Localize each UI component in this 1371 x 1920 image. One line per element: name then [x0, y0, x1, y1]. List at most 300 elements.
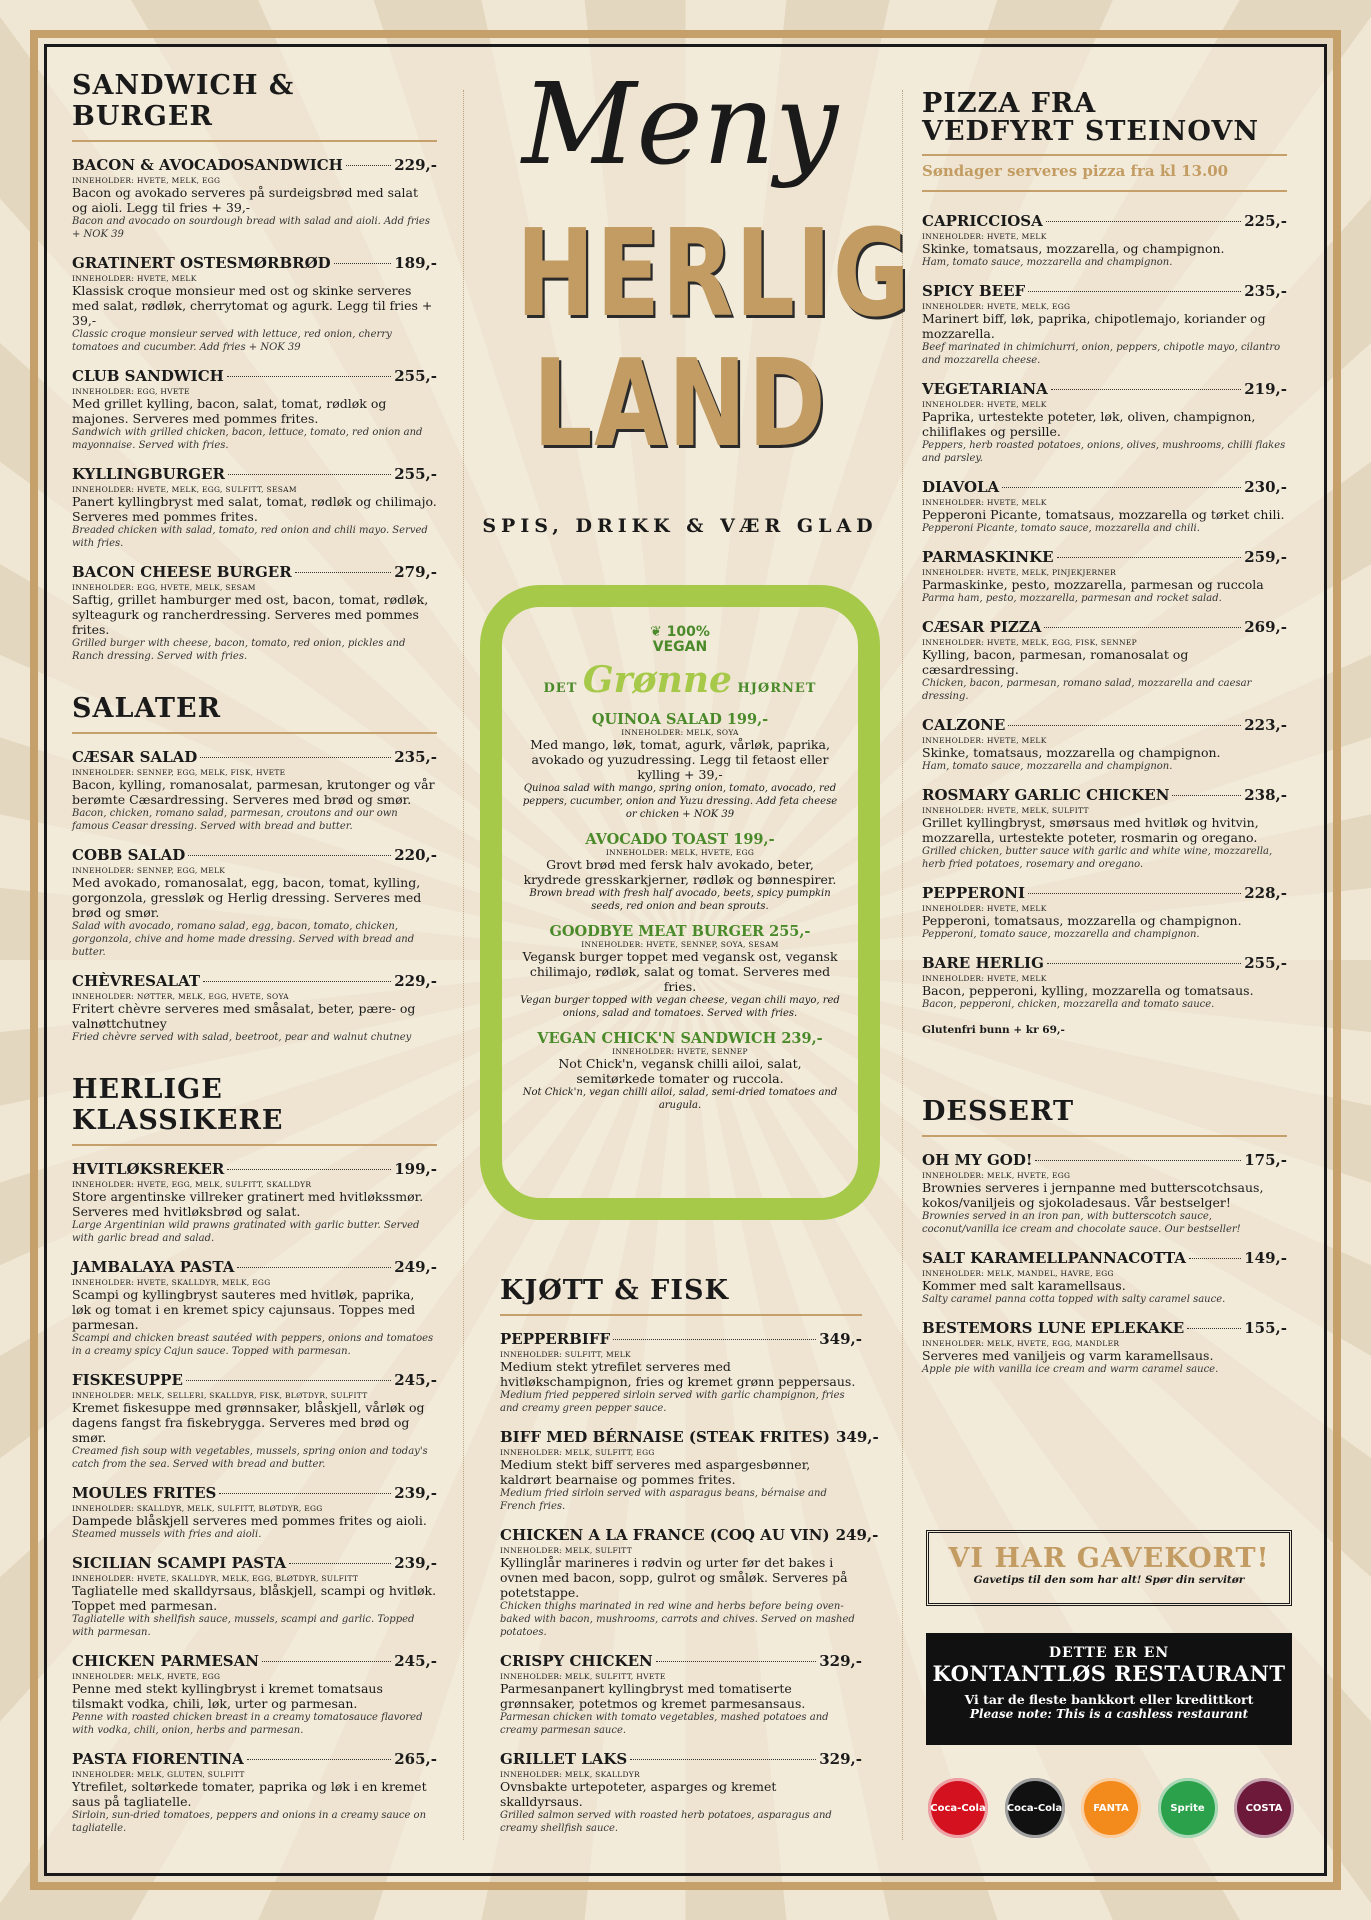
item-header [72, 846, 437, 864]
dot-leader [1028, 893, 1241, 894]
brand-logo: FANTA [1081, 1778, 1141, 1838]
item-price: 230,- [1244, 478, 1287, 496]
item-allergens: INNEHOLDER: SENNEP, EGG, MELK [72, 866, 226, 875]
item-name: CLUB SANDWICH [72, 367, 224, 385]
item-allergens: INNEHOLDER: HVETE, MELK, EGG [72, 176, 221, 185]
item-description-en: Pepperoni Picante, tomato sauce, mozzarella and chili. [922, 523, 1200, 534]
item-description-en: Apple pie with vanilla ice cream and warm caramel sauce. [922, 1364, 1219, 1375]
item-header [922, 716, 1287, 734]
item-name: OH MY GOD! [922, 1151, 1033, 1169]
dot-leader [289, 1563, 391, 1564]
item-name: ROSMARY GARLIC CHICKEN [922, 786, 1170, 804]
item-price: 239,- [394, 1484, 437, 1502]
item-allergens: INNEHOLDER: MELK, SELLERI, SKALLDYR, FISK, BLØTDYR, SULFITT [72, 1391, 368, 1400]
item-header [72, 1371, 437, 1389]
menu-item [72, 465, 437, 550]
dot-leader [1002, 487, 1241, 488]
item-description-en: Sirloin, sun-dried tomatoes, peppers and onions in a creamy sauce on tagliatelle. [72, 1810, 427, 1834]
item-description-en: Creamed fish soup with vegetables, mussels, spring onion and today's catch from the sea. Served with bread and butter. [72, 1446, 428, 1470]
item-description-no: Medium stekt biff serveres med aspargesbønner, kaldrørt bearnaise og pommes frites. [500, 1457, 811, 1487]
item-price: 239,- [394, 1554, 437, 1572]
menu-section [72, 1074, 437, 1835]
item-description-en: Medium fried sirloin served with asparagus beans, bérnaise and French fries. [500, 1488, 827, 1512]
item-description-en: Salty caramel panna cotta topped with salty caramel sauce. [922, 1294, 1226, 1305]
gift-card-sub: Gavetips til den som har alt! Spør din servitør [973, 1574, 1245, 1586]
item-description-no: Scampi og kyllingbryst sauteres med hvitløk, paprika, løk og tomat i en kremet spicy cajunsaus. Toppes med parmesan. [72, 1287, 416, 1332]
menu-item [922, 282, 1287, 367]
green-item-description-en: Not Chick'n, vegan chilli ailoi, salad, semi-dried tomatoes and arugula. [522, 1087, 838, 1111]
item-description-en: Classic croque monsieur served with lettuce, red onion, cherry tomatoes and cucumber. Add fries + NOK 39 [72, 329, 392, 353]
item-name: FISKESUPPE [72, 1371, 183, 1389]
right-column [922, 90, 1287, 1389]
item-description-en: Beef marinated in chimichurri, onion, peppers, chipotle mayo, cilantro and mozzarella cheese. [922, 342, 1281, 366]
item-description-en: Bacon, pepperoni, chicken, mozzarella and tomato sauce. [922, 999, 1215, 1010]
item-price: 235,- [394, 748, 437, 766]
item-description-en: Salad with avocado, romano salad, egg, bacon, tomato, chicken, gorgonzola, chive and home made dressing. Served with bread and butter. [72, 921, 415, 958]
menu-item [922, 618, 1287, 703]
item-price: 249,- [835, 1526, 879, 1544]
dot-leader [630, 1759, 816, 1760]
item-allergens: INNEHOLDER: HVETE, MELK [72, 274, 197, 283]
item-header [922, 548, 1287, 566]
item-allergens: INNEHOLDER: HVETE, SKALLDYR, MELK, EGG, BLØTDYR, SULFITT [72, 1574, 359, 1583]
item-header [922, 380, 1287, 398]
item-description-no: Parmesanpanert kyllingbryst med tomatiserte grønnsaker, potetmos og kremet parmesansaus. [500, 1681, 806, 1711]
item-name: BARE HERLIG [922, 954, 1044, 972]
big-title-land: LAND [532, 335, 828, 474]
item-description-no: Ovnsbakte urtepoteter, asparges og kremet skalldyrsaus. [500, 1779, 777, 1809]
item-price: 329,- [819, 1750, 862, 1768]
item-description-no: Bacon og avokado serveres på surdeigsbrød med salat og aioli. Legg til fries + 39,- [72, 185, 418, 215]
item-description-en: Grilled burger with cheese, bacon, tomato, red onion, pickles and Ranch dressing. Served with fries. [72, 638, 406, 662]
menu-item [72, 1484, 437, 1541]
item-allergens: INNEHOLDER: MELK, SULFITT [500, 1546, 633, 1555]
menu-item [72, 1258, 437, 1358]
left-column [72, 70, 437, 1848]
dot-leader [188, 855, 391, 856]
dot-leader [227, 376, 391, 377]
item-description-no: Bacon, kylling, romanosalat, parmesan, krutonger og vår berømte Cæsardressing. Serveres med brød og smør. [72, 777, 435, 807]
item-allergens: INNEHOLDER: HVETE, MELK, SULFITT [922, 806, 1089, 815]
item-name: BIFF MED BÉRNAISE (STEAK FRITES) [500, 1428, 830, 1446]
vegan-badge: ❦ 100% VEGAN [650, 624, 710, 655]
item-description-en: Bacon and avocado on sourdough bread with salad and aioli. Add fries + NOK 39 [72, 216, 430, 240]
item-header [72, 1652, 437, 1670]
item-description-en: Peppers, herb roasted potatoes, onions, olives, mushrooms, chilli flakes and parsley. [922, 440, 1286, 464]
item-header [72, 1750, 437, 1768]
item-header [72, 748, 437, 766]
item-price: 235,- [1244, 282, 1287, 300]
item-price: 225,- [1244, 212, 1287, 230]
item-name: DIAVOLA [922, 478, 1000, 496]
item-price: 149,- [1244, 1249, 1287, 1267]
item-header [922, 478, 1287, 496]
item-header [922, 282, 1287, 300]
item-price: 238,- [1244, 786, 1287, 804]
item-header [72, 254, 437, 272]
green-item-description-no: Not Chick'n, vegansk chilli ailoi, salat, semitørkede tomater og ruccola. [558, 1056, 802, 1086]
item-allergens: INNEHOLDER: HVETE, MELK [922, 904, 1047, 913]
brand-logo: Coca-Cola [928, 1778, 988, 1838]
menu-section [72, 70, 437, 663]
menu-item [922, 1151, 1287, 1236]
menu-item [72, 1652, 437, 1737]
item-description-en: Brownies served in an iron pan, with butterscotch sauce, coconut/vanilla ice cream and chocolate sauce. Our bestseller! [922, 1211, 1241, 1235]
item-description-en: Breaded chicken with salad, tomato, red onion and chili mayo. Served with fries. [72, 525, 428, 549]
item-name: SPICY BEEF [922, 282, 1026, 300]
item-description-no: Dampede blåskjell serveres med pommes frites og aioli. [72, 1513, 427, 1528]
dot-leader [1047, 963, 1241, 964]
meat-fish-section [500, 1275, 879, 1848]
dot-leader [1035, 1160, 1241, 1161]
dot-leader [1057, 557, 1242, 558]
menu-item [922, 548, 1287, 605]
green-item-name: AVOCADO TOAST 199,- [585, 831, 775, 848]
item-allergens: INNEHOLDER: HVETE, MELK [922, 974, 1047, 983]
item-price: 329,- [819, 1652, 862, 1670]
item-description-en: Scampi and chicken breast sautéed with peppers, onions and tomatoes in a creamy spicy Cajun sauce. Topped with parmesan. [72, 1333, 434, 1357]
item-description-no: Klassisk croque monsieur med ost og skinke serveres med salat, rødløk, cherrytomat og agurk. Legg til fries + 39,- [72, 283, 433, 328]
menu-item [72, 1160, 437, 1245]
green-corner [520, 625, 840, 1112]
gift-card-box [926, 1530, 1292, 1606]
item-name: BACON & AVOCADOSANDWICH [72, 156, 343, 174]
item-price: 265,- [394, 1750, 437, 1768]
dessert-section [922, 1096, 1287, 1376]
item-header [72, 1484, 437, 1502]
item-header [500, 1652, 862, 1670]
item-name: COBB SALAD [72, 846, 186, 864]
green-item-description-no: Vegansk burger toppet med vegansk ost, vegansk chilimajo, rødløk, salat og tomat. Serveres med fries. [522, 949, 838, 994]
green-item-description-no: Grovt brød med fersk halv avokado, beter, krydrede gresskarkjerner, rødløk og bønnespirer. [523, 857, 837, 887]
green-item-name: GOODBYE MEAT BURGER 255,- [549, 923, 811, 940]
menu-item [922, 478, 1287, 535]
item-header [500, 1750, 862, 1768]
brand-logo: Sprite [1158, 1778, 1218, 1838]
menu-item [922, 954, 1287, 1011]
dot-leader [1008, 725, 1241, 726]
item-price: 349,- [836, 1428, 879, 1446]
item-description-no: Medium stekt ytrefilet serveres med hvitløkschampignon, fries og kremet grønn peppersaus. [500, 1359, 856, 1389]
item-name: PARMASKINKE [922, 548, 1054, 566]
item-price: 349,- [819, 1330, 862, 1348]
green-corner-title: DET Grønne HJØRNET [543, 659, 817, 701]
pizza-items [922, 212, 1287, 1011]
dot-leader [1046, 221, 1241, 222]
item-header [922, 1151, 1287, 1169]
item-header [72, 367, 437, 385]
item-header [922, 1249, 1287, 1267]
dot-leader [1189, 1258, 1241, 1259]
pizza-title: PIZZA FRA VEDFYRT STEINOVN [922, 88, 1259, 147]
item-price: 259,- [1244, 548, 1287, 566]
item-name: JAMBALAYA PASTA [72, 1258, 235, 1276]
item-header [72, 563, 437, 581]
item-header [72, 156, 437, 174]
dot-leader [186, 1380, 391, 1381]
menu-item [72, 1750, 437, 1835]
green-item [520, 831, 840, 913]
dot-leader [228, 474, 391, 475]
gluten-note: Glutenfri bunn + kr 69,- [922, 1024, 1065, 1036]
pizza-divider [922, 154, 1287, 156]
item-price: 155,- [1244, 1319, 1287, 1337]
green-item-name: QUINOA SALAD 199,- [591, 711, 769, 728]
menu-item [922, 380, 1287, 465]
item-price: 228,- [1244, 884, 1287, 902]
item-description-no: Skinke, tomatsaus, mozzarella, og champignon. [922, 241, 1225, 256]
column-divider-left [463, 90, 464, 1840]
item-price: 269,- [1244, 618, 1287, 636]
item-description-no: Kommer med salt karamellsaus. [922, 1278, 1126, 1293]
menu-item [922, 884, 1287, 941]
item-description-en: Grilled salmon served with roasted herb potatoes, asparagus and creamy shellfish sauce. [500, 1810, 832, 1834]
tagline: SPIS, DRIKK & VÆR GLAD [482, 515, 878, 537]
item-description-en: Pepperoni, tomato sauce, mozzarella and champignon. [922, 929, 1200, 940]
item-price: 255,- [394, 367, 437, 385]
item-header [500, 1330, 862, 1348]
item-allergens: INNEHOLDER: HVETE, MELK, EGG [922, 302, 1071, 311]
item-allergens: INNEHOLDER: MELK, SULFITT, HVETE [500, 1672, 666, 1681]
green-item [520, 1030, 840, 1112]
menu-item [72, 254, 437, 354]
item-name: GRATINERT OSTESMØRBRØD [72, 254, 331, 272]
item-header [922, 954, 1287, 972]
item-description-no: Kremet fiskesuppe med grønnsaker, blåskjell, vårløk og dagens fangst fra fiskebrygga. Serveres med brød og smør. [72, 1400, 425, 1445]
item-description-no: Bacon, pepperoni, kylling, mozzarella og tomatsaus. [922, 983, 1254, 998]
item-description-en: Fried chèvre served with salad, beetroot, pear and walnut chutney [72, 1032, 412, 1043]
item-description-en: Ham, tomato sauce, mozzarella and champignon. [922, 761, 1173, 772]
menu-item [72, 1371, 437, 1471]
item-allergens: INNEHOLDER: HVETE, MELK [922, 232, 1047, 241]
cashless-line1: DETTE ER EN [1048, 1645, 1170, 1661]
item-allergens: INNEHOLDER: SENNEP, EGG, MELK, FISK, HVETE [72, 768, 286, 777]
item-price: 199,- [394, 1160, 437, 1178]
section-title: SALATER [72, 693, 437, 734]
green-item-allergens: INNEHOLDER: HVETE, SENNEP, SOYA, SESAM [581, 940, 779, 949]
menu-item [500, 1652, 862, 1737]
item-description-no: Store argentinske villreker gratinert med hvitløkssmør. Serveres med hvitløksbrød og salat. [72, 1189, 424, 1219]
menu-item [500, 1330, 862, 1415]
item-description-no: Parmaskinke, pesto, mozzarella, parmesan og ruccola [922, 577, 1264, 592]
dot-leader [1172, 795, 1241, 796]
item-description-en: Grilled chicken, butter sauce with garlic and white wine, mozzarella, herb fried potatoes, rosemary and oregano. [922, 846, 1273, 870]
green-item-description-en: Quinoa salad with mango, spring onion, tomato, avocado, red peppers, cucumber, onion and Yuzu dressing. Add feta cheese or chicken + NOK 39 [522, 783, 838, 820]
menu-item [500, 1750, 862, 1835]
item-name: CHICKEN A LA FRANCE (COQ AU VIN) [500, 1526, 830, 1544]
item-price: 229,- [394, 156, 437, 174]
dot-leader [203, 981, 391, 982]
section-title: HERLIGE KLASSIKERE [72, 1074, 437, 1146]
menu-item [922, 786, 1287, 871]
green-items [520, 711, 840, 1112]
column-divider-right [902, 90, 903, 1840]
item-name: CHICKEN PARMESAN [72, 1652, 259, 1670]
item-description-en: Tagliatelle with shellfish sauce, mussels, scampi and garlic. Topped with parmesan. [72, 1614, 415, 1638]
item-description-no: Marinert biff, løk, paprika, chipotlemajo, koriander og mozzarella. [922, 311, 1266, 341]
item-allergens: INNEHOLDER: HVETE, MELK, EGG, SULFITT, SESAM [72, 485, 297, 494]
dot-leader [1187, 1328, 1241, 1329]
dot-leader [227, 1169, 391, 1170]
item-price: 245,- [394, 1371, 437, 1389]
item-header [72, 972, 437, 990]
menu-item [922, 716, 1287, 773]
green-item-allergens: INNEHOLDER: MELK, HVETE, EGG [605, 848, 755, 857]
item-description-en: Chicken, bacon, parmesan, romano salad, mozzarella and caesar dressing. [922, 678, 1252, 702]
item-price: 245,- [394, 1652, 437, 1670]
menu-item [72, 748, 437, 833]
item-header [922, 1319, 1287, 1337]
item-header [72, 1554, 437, 1572]
item-allergens: INNEHOLDER: HVETE, MELK [922, 498, 1047, 507]
item-description-no: Paprika, urtestekte poteter, løk, oliven, champignon, chiliflakes og persille. [922, 409, 1256, 439]
item-name: VEGETARIANA [922, 380, 1048, 398]
item-description-no: Grillet kyllingbryst, smørsaus med hvitløk og hvitvin, mozzarella, urtestekte poteter, rosmarin og oregano. [922, 815, 1259, 845]
dot-leader [1028, 291, 1241, 292]
item-description-no: Brownies serveres i jernpanne med butterscotchsaus, kokos/vaniljeis og sjokoladesaus. Vår bestselger! [922, 1180, 1264, 1210]
dot-leader [295, 572, 392, 573]
item-description-en: Steamed mussels with fries and aioli. [72, 1529, 262, 1540]
item-allergens: INNEHOLDER: HVETE, MELK, PINJEKJERNER [922, 568, 1117, 577]
menu-item [922, 1249, 1287, 1306]
item-name: CÆSAR SALAD [72, 748, 198, 766]
item-price: 223,- [1244, 716, 1287, 734]
cashless-box [926, 1633, 1292, 1745]
pizza-subtitle: Søndager serveres pizza fra kl 13.00 [922, 162, 1287, 192]
item-description-en: Medium fried peppered sirloin served with garlic champignon, fries and creamy green pepper sauce. [500, 1390, 845, 1414]
dot-leader [219, 1493, 391, 1494]
green-item-description-en: Vegan burger topped with vegan cheese, vegan chili mayo, red onions, salad and tomatoes. Served with fries. [520, 995, 840, 1019]
item-description-en: Parmesan chicken with tomato vegetables, mashed potatoes and creamy parmesan sauce. [500, 1712, 829, 1736]
item-description-no: Skinke, tomatsaus, mozzarella og champignon. [922, 745, 1221, 760]
item-description-en: Ham, tomato sauce, mozzarella and champignon. [922, 257, 1173, 268]
dot-leader [346, 165, 391, 166]
item-allergens: INNEHOLDER: EGG, HVETE, MELK, SESAM [72, 583, 256, 592]
item-header [500, 1526, 879, 1544]
item-name: PASTA FIORENTINA [72, 1750, 244, 1768]
item-allergens: INNEHOLDER: EGG, HVETE [72, 387, 190, 396]
item-allergens: INNEHOLDER: SKALLDYR, MELK, SULFITT, BLØTDYR, EGG [72, 1504, 323, 1513]
item-name: SICILIAN SCAMPI PASTA [72, 1554, 287, 1572]
item-allergens: INNEHOLDER: MELK, HVETE, EGG [922, 1171, 1071, 1180]
cashless-line2: KONTANTLØS RESTAURANT [932, 1661, 1286, 1686]
item-price: 229,- [394, 972, 437, 990]
item-name: BACON CHEESE BURGER [72, 563, 292, 581]
item-description-no: Pepperoni Picante, tomatsaus, mozzarella og tørket chili. [922, 507, 1285, 522]
item-description-no: Kyllinglår marineres i rødvin og urter før det bakes i ovnen med bacon, sopp, gulrot og småløk. Serveres på potetstappe. [500, 1555, 848, 1600]
item-description-no: Pepperoni, tomatsaus, mozzarella og champignon. [922, 913, 1242, 928]
green-item-allergens: INNEHOLDER: MELK, SOYA [621, 728, 739, 737]
item-name: CHÈVRESALAT [72, 972, 201, 990]
green-item-description-no: Med mango, løk, tomat, agurk, vårløk, paprika, avokado og yuzudressing. Legg til fetaost eller kylling + 39,- [530, 737, 830, 782]
menu-item [500, 1526, 879, 1639]
item-description-en: Sandwich with grilled chicken, bacon, lettuce, tomato, red onion and mayonnaise. Served with fries. [72, 427, 423, 451]
item-description-en: Penne with roasted chicken breast in a creamy tomatosauce flavored with vodka, chili, onion, herbs and parmesan. [72, 1712, 423, 1736]
item-allergens: INNEHOLDER: MELK, SKALLDYR [500, 1770, 641, 1779]
menu-item [72, 156, 437, 241]
item-allergens: INNEHOLDER: HVETE, MELK, EGG, FISK, SENNEP [922, 638, 1137, 647]
item-description-no: Penne med stekt kyllingbryst i kremet tomatsaus tilsmakt vodka, chili, løk, urter og parmesan. [72, 1681, 383, 1711]
item-allergens: INNEHOLDER: HVETE, MELK [922, 736, 1047, 745]
dot-leader [237, 1267, 391, 1268]
item-header [922, 618, 1287, 636]
item-price: 255,- [394, 465, 437, 483]
menu-item [72, 1554, 437, 1639]
section-title: KJØTT & FISK [500, 1275, 862, 1316]
cashless-line3: Vi tar de fleste bankkort eller kredittkort [964, 1692, 1254, 1707]
item-header [72, 1258, 437, 1276]
brand-logo: COSTA [1234, 1778, 1294, 1838]
menu-section [72, 693, 437, 1044]
item-name: HVITLØKSREKER [72, 1160, 225, 1178]
item-name: PEPPERONI [922, 884, 1025, 902]
item-description-no: Serveres med vaniljeis og varm karamellsaus. [922, 1348, 1214, 1363]
item-description-no: Med grillet kylling, bacon, salat, tomat, rødløk og majones. Serveres med pommes frites. [72, 396, 387, 426]
dot-leader [247, 1759, 392, 1760]
item-description-en: Chicken thighs marinated in red wine and herbs before being oven-baked with bacon, mushrooms, carrots and chives. Served on mashed potatoes. [500, 1601, 855, 1638]
section-title: DESSERT [922, 1096, 1287, 1137]
dot-leader [262, 1661, 391, 1662]
script-title: Meny [521, 60, 839, 190]
menu-item [922, 1319, 1287, 1376]
item-description-en: Large Argentinian wild prawns gratinated with garlic butter. Served with garlic bread and salad. [72, 1220, 420, 1244]
green-item-description-en: Brown bread with fresh half avocado, beets, spicy pumpkin seeds, red onion and bean sprouts. [529, 888, 831, 912]
item-description-no: Saftig, grillet hamburger med ost, bacon, tomat, rødløk, sylteagurk og rancherdressing. Serveres med pommes frites. [72, 592, 429, 637]
big-title-herlig: HERLIG [516, 205, 912, 344]
item-name: BESTEMORS LUNE EPLEKAKE [922, 1319, 1185, 1337]
dot-leader [656, 1661, 817, 1662]
item-name: SALT KARAMELLPANNACOTTA [922, 1249, 1186, 1267]
item-header [922, 884, 1287, 902]
brand-logos [928, 1778, 1294, 1838]
item-name: CRISPY CHICKEN [500, 1652, 653, 1670]
item-description-no: Med avokado, romanosalat, egg, bacon, tomat, kylling, gorgonzola, gressløk og Herlig dressing. Serveres med brød og smør. [72, 875, 422, 920]
item-header [72, 465, 437, 483]
item-description-no: Kylling, bacon, parmesan, romanosalat og cæsardressing. [922, 647, 1189, 677]
item-allergens: INNEHOLDER: MELK, MANDEL, HAVRE, EGG [922, 1269, 1114, 1278]
green-item-name: VEGAN CHICK'N SANDWICH 239,- [537, 1030, 823, 1047]
cashless-line4: Please note: This is a cashless restaurant [969, 1707, 1249, 1721]
item-allergens: INNEHOLDER: HVETE, EGG, MELK, SULFITT, SKALLDYR [72, 1180, 312, 1189]
dot-leader [613, 1339, 816, 1340]
dot-leader [1051, 389, 1241, 390]
green-item [520, 923, 840, 1020]
dot-leader [334, 263, 392, 264]
item-description-no: Panert kyllingbryst med salat, tomat, rødløk og chilimajo. Serveres med pommes frites. [72, 494, 437, 524]
item-price: 175,- [1244, 1151, 1287, 1169]
item-header [922, 786, 1287, 804]
item-name: CALZONE [922, 716, 1006, 734]
gift-card-title: VI HAR GAVEKORT! [948, 1543, 1270, 1574]
menu-item [500, 1428, 879, 1513]
item-allergens: INNEHOLDER: MELK, GLUTEN, SULFITT [72, 1770, 245, 1779]
menu-item [922, 212, 1287, 269]
green-item-allergens: INNEHOLDER: HVETE, SENNEP [612, 1047, 748, 1056]
item-allergens: INNEHOLDER: SULFITT, MELK [500, 1350, 631, 1359]
item-price: 249,- [394, 1258, 437, 1276]
item-name: CÆSAR PIZZA [922, 618, 1042, 636]
item-description-en: Parma ham, pesto, mozzarella, parmesan and rocket salad. [922, 593, 1222, 604]
item-description-no: Tagliatelle med skalldyrsaus, blåskjell, scampi og hvitløk. Toppet med parmesan. [72, 1583, 437, 1613]
item-price: 220,- [394, 846, 437, 864]
item-allergens: INNEHOLDER: HVETE, MELK [922, 400, 1047, 409]
item-header [922, 212, 1287, 230]
menu-item [72, 846, 437, 959]
dot-leader [1044, 627, 1241, 628]
item-name: MOULES FRITES [72, 1484, 217, 1502]
item-name: CAPRICCIOSA [922, 212, 1043, 230]
green-item [520, 711, 840, 821]
